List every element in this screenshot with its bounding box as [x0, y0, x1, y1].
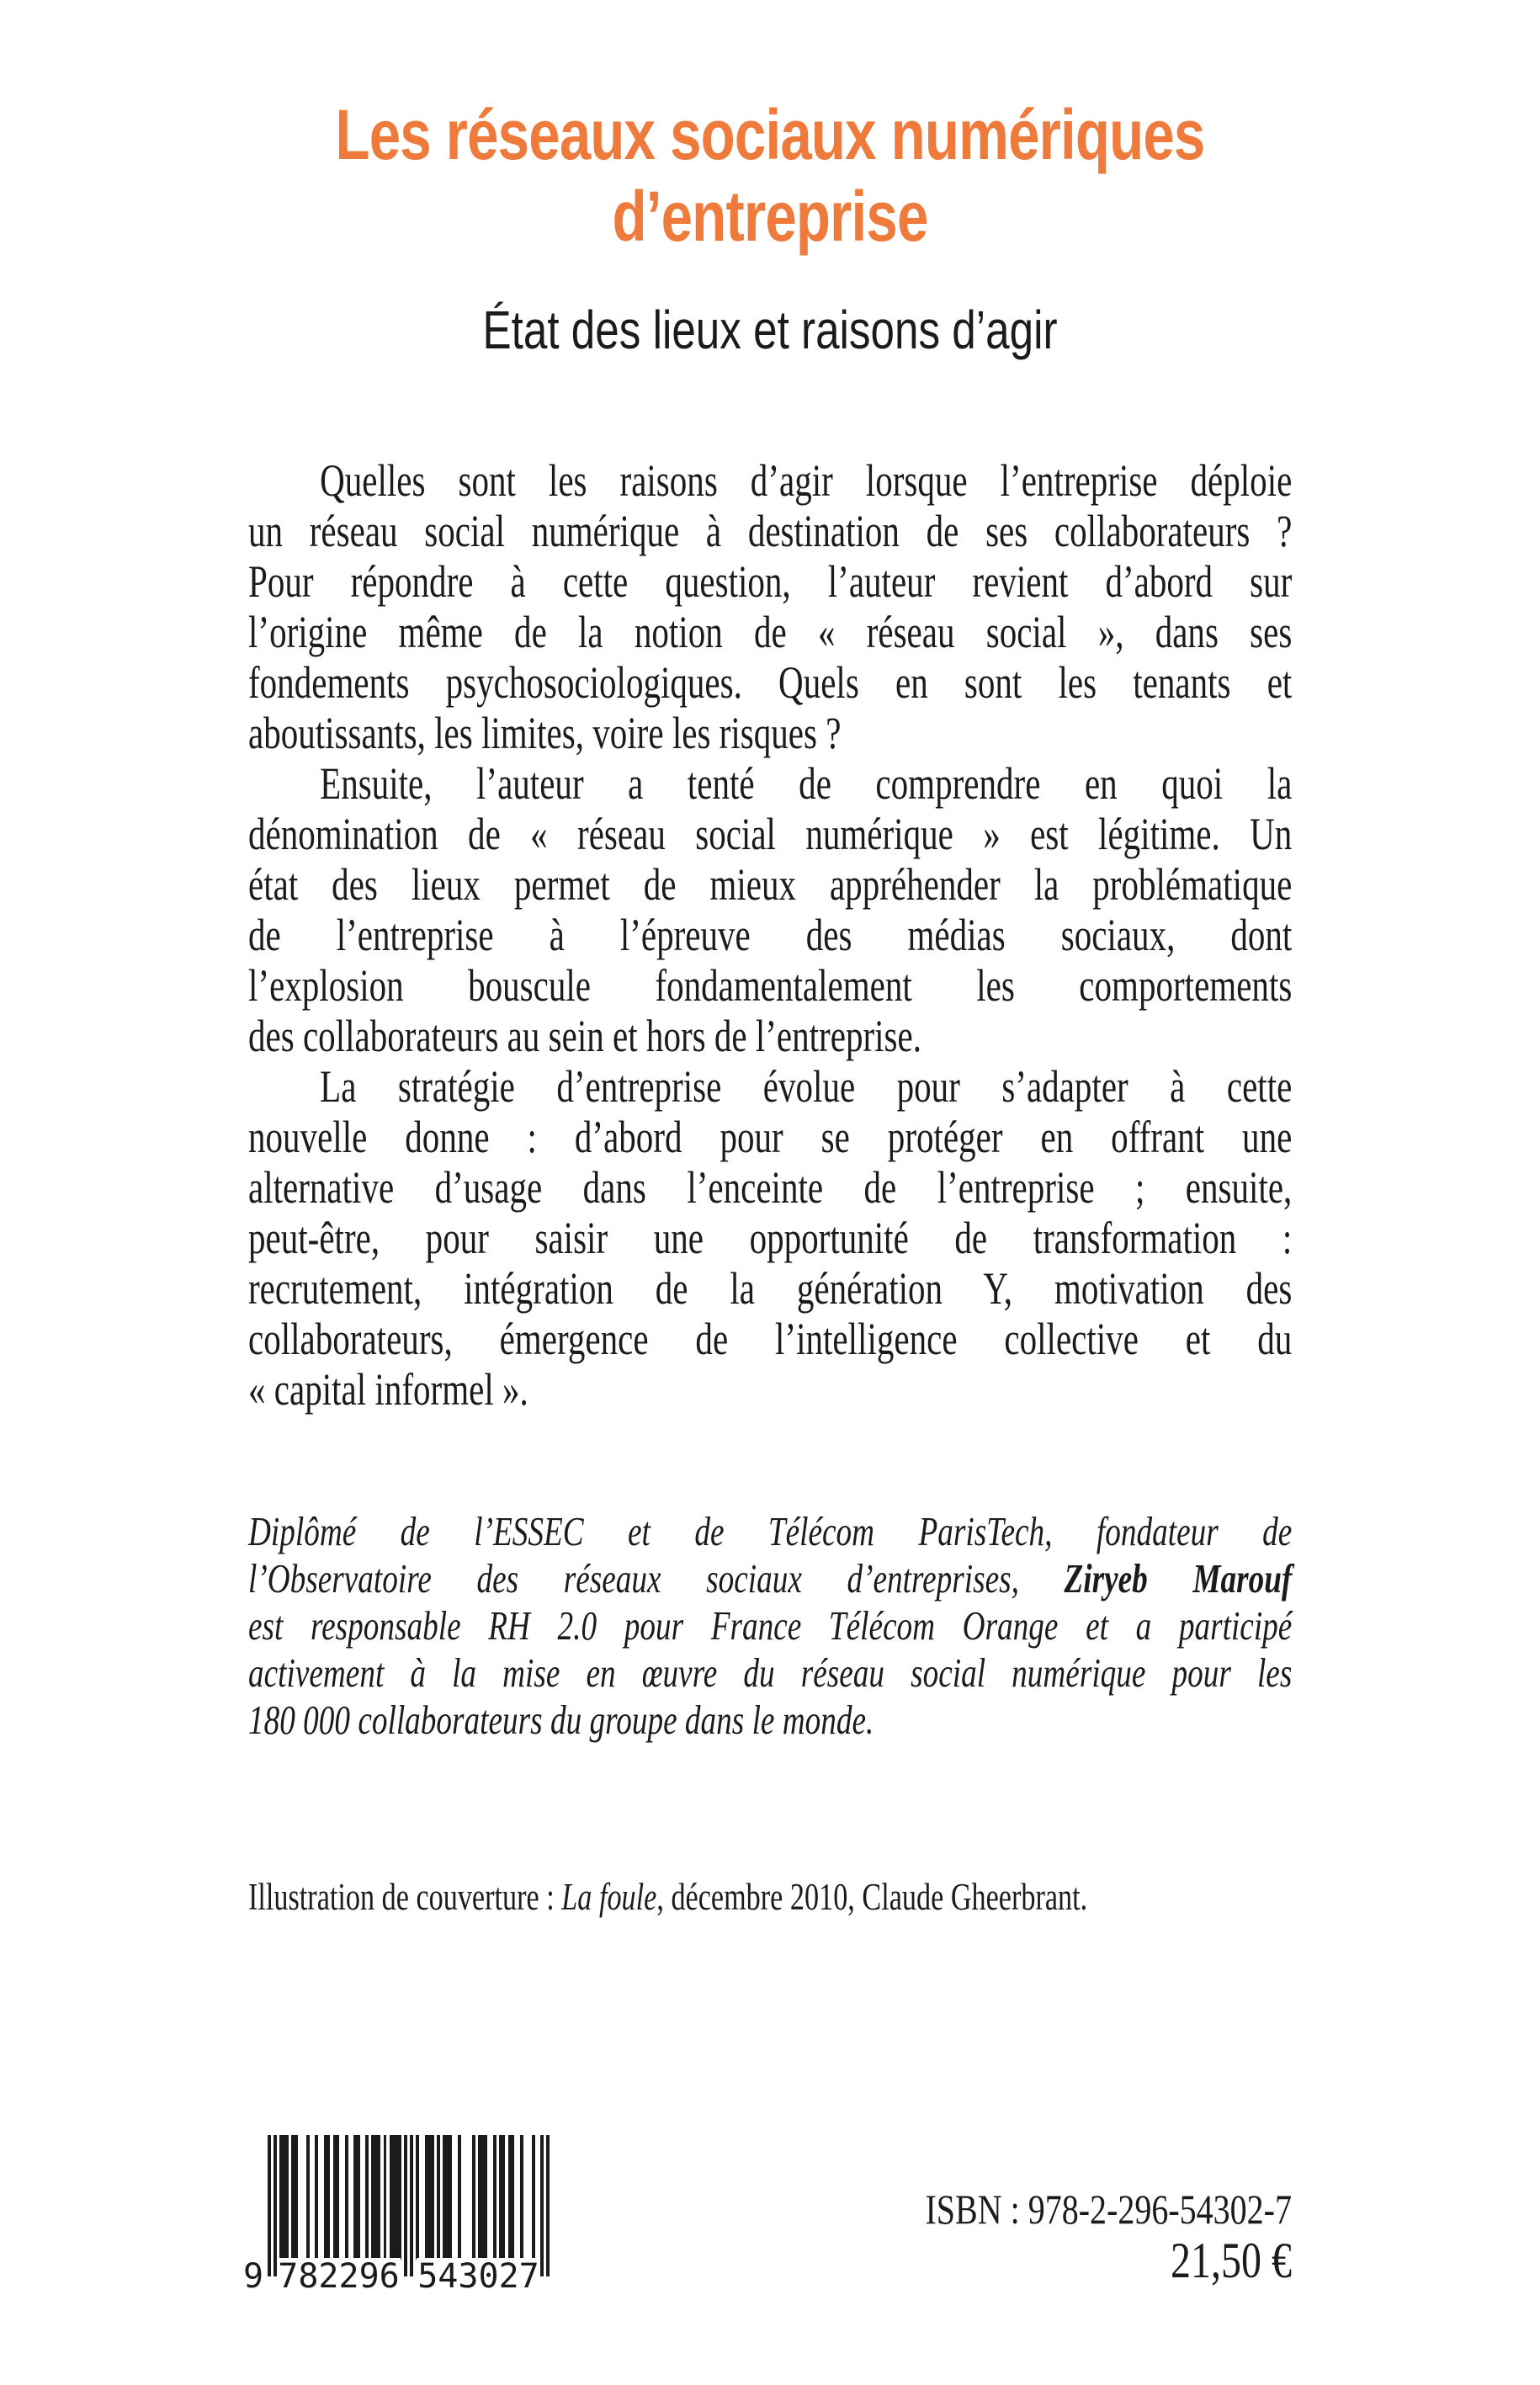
text-line: [248, 1555, 1292, 1602]
barcode-bar: [472, 2135, 475, 2260]
barcode-bar: [493, 2135, 497, 2260]
barcode-bar: [306, 2135, 310, 2260]
barcode-bar: [449, 2135, 452, 2260]
text-line: [248, 758, 1292, 809]
text-line: [248, 1011, 1292, 1061]
text-segment: Ensuite, l’auteur a tenté de comprendre en quoi la: [320, 758, 1293, 809]
barcode-bar: [273, 2135, 277, 2276]
barcode-bar: [431, 2135, 434, 2260]
text-line: [248, 1263, 1292, 1314]
back-cover-blurb: [248, 455, 1292, 1415]
text-line: [248, 910, 1292, 960]
barcode-bar: [410, 2135, 413, 2276]
text-line: [248, 960, 1292, 1011]
barcode-bar: [520, 2135, 523, 2260]
author-bio: [248, 1508, 1292, 1744]
barcode-bar: [357, 2135, 360, 2260]
barcode-bar: [484, 2135, 487, 2260]
text-segment: dénomination de « réseau social numérique » est légitime. Un: [248, 809, 1293, 859]
text-segment: activement à la mise en œuvre du réseau social numérique pour les: [248, 1649, 1293, 1696]
paragraph: [248, 1508, 1292, 1744]
barcode-bar: [285, 2135, 289, 2260]
text-line: [248, 809, 1292, 859]
text-segment: 180 000 collaborateurs du groupe dans le monde.: [248, 1697, 874, 1743]
text-segment: Diplômé de l’ESSEC et de Télécom ParisTech, fondateur de: [248, 1508, 1293, 1554]
isbn-text: ISBN : 978-2-296-54302-7: [925, 2186, 1292, 2233]
barcode-bar: [398, 2135, 401, 2260]
barcode-bar: [268, 2135, 271, 2276]
text-line: [248, 1112, 1292, 1162]
text-line: [248, 1364, 1292, 1415]
text-line: [248, 455, 1292, 506]
text-segment: fondements psychosociologiques. Quels en sont les tenants et: [248, 657, 1293, 708]
text-segment: des collaborateurs au sein et hors de l’entreprise.: [248, 1011, 921, 1061]
barcode-bar: [502, 2135, 506, 2260]
barcode: [242, 2135, 550, 2297]
isbn-price-block: [740, 2185, 1292, 2287]
barcode-bar: [295, 2135, 298, 2260]
text-segment: alternative d’usage dans l’enceinte de l’entreprise ; ensuite,: [248, 1162, 1293, 1213]
barcode-bar: [511, 2135, 514, 2260]
text-segment: état des lieux permet de mieux appréhender la problématique: [248, 859, 1293, 910]
barcode-digits-group2: 543027: [417, 2257, 539, 2296]
barcode-bar: [416, 2135, 419, 2260]
text-line: [248, 506, 1292, 556]
barcode-bar: [336, 2135, 339, 2260]
text-line: [248, 1649, 1292, 1697]
barcode-bar: [365, 2135, 369, 2260]
paragraph: [248, 1873, 1292, 1920]
text-segment: de l’entreprise à l’épreuve des médias sociaux, dont: [248, 910, 1293, 960]
text-line: [248, 1602, 1292, 1649]
barcode-bar: [437, 2135, 440, 2260]
barcode-bar: [540, 2135, 544, 2276]
paragraph: [248, 1061, 1292, 1415]
barcode-digits-group1: 782296: [278, 2257, 400, 2296]
paragraph: [248, 455, 1292, 758]
text-line: [248, 1162, 1292, 1213]
barcode-bar: [546, 2135, 550, 2276]
text-line: [248, 1314, 1292, 1364]
text-line: [248, 1697, 1292, 1744]
text-line: [248, 556, 1292, 607]
text-line: [248, 708, 1292, 758]
text-segment: « capital informel ».: [248, 1364, 528, 1415]
text-segment: l’Observatoire des réseaux sociaux d’entreprises,: [248, 1555, 1065, 1602]
book-title-line2: d’entreprise: [612, 177, 928, 256]
text-segment: un réseau social numérique à destination de ses collaborateurs ?: [248, 506, 1293, 556]
text-segment: est responsable RH 2.0 pour France Télécom Orange et a participé: [248, 1602, 1293, 1649]
text-line: [248, 1213, 1292, 1263]
text-segment: peut-être, pour saisir une opportunité de transformation :: [248, 1213, 1293, 1263]
text-segment: La foule: [561, 1876, 657, 1918]
text-line: [248, 1873, 1292, 1920]
text-segment: l’origine même de la notion de « réseau social », dans ses: [248, 607, 1293, 657]
barcode-bar: [532, 2135, 535, 2260]
text-segment: aboutissants, les limites, voire les risques ?: [248, 708, 842, 758]
text-segment: La stratégie d’entreprise évolue pour s’adapter à cette: [320, 1061, 1293, 1112]
barcode-bar: [384, 2135, 387, 2260]
text-line: [248, 607, 1292, 657]
text-segment: l’explosion bouscule fondamentalement les comportements: [248, 960, 1293, 1011]
barcode-bar: [458, 2135, 461, 2260]
barcode-bar: [327, 2135, 331, 2260]
barcode-bar: [345, 2135, 348, 2260]
book-subtitle: État des lieux et raisons d’agir: [482, 300, 1058, 360]
text-segment: Pour répondre à cette question, l’auteur revient d’abord sur: [248, 556, 1293, 607]
text-segment: nouvelle donne : d’abord pour se protéger en offrant une: [248, 1112, 1293, 1162]
text-line: [248, 859, 1292, 910]
barcode-digit-left: 9: [242, 2257, 264, 2296]
text-segment: , décembre 2010, Claude Gheerbrant.: [656, 1876, 1088, 1918]
paragraph: [248, 758, 1292, 1061]
text-line: [248, 1508, 1292, 1555]
text-segment: Quelles sont les raisons d’agir lorsque l’entreprise déploie: [320, 455, 1293, 506]
text-line: [248, 1061, 1292, 1112]
text-segment: Ziryeb Marouf: [1064, 1555, 1293, 1602]
barcode-bar: [377, 2135, 380, 2260]
price-text: 21,50 €: [1171, 2233, 1292, 2288]
barcode-bar: [404, 2135, 407, 2276]
text-segment: recrutement, intégration de la génération Y, motivation des: [248, 1263, 1293, 1314]
book-title: [154, 94, 1386, 258]
text-line: [248, 657, 1292, 708]
book-title-line1: Les réseaux sociaux numériques: [335, 95, 1205, 174]
cover-illustration-credit: [248, 1873, 1292, 1920]
text-segment: collaborateurs, émergence de l’intelligence collective et du: [248, 1314, 1293, 1364]
text-segment: Illustration de couverture :: [248, 1876, 562, 1918]
barcode-bar: [315, 2135, 318, 2260]
